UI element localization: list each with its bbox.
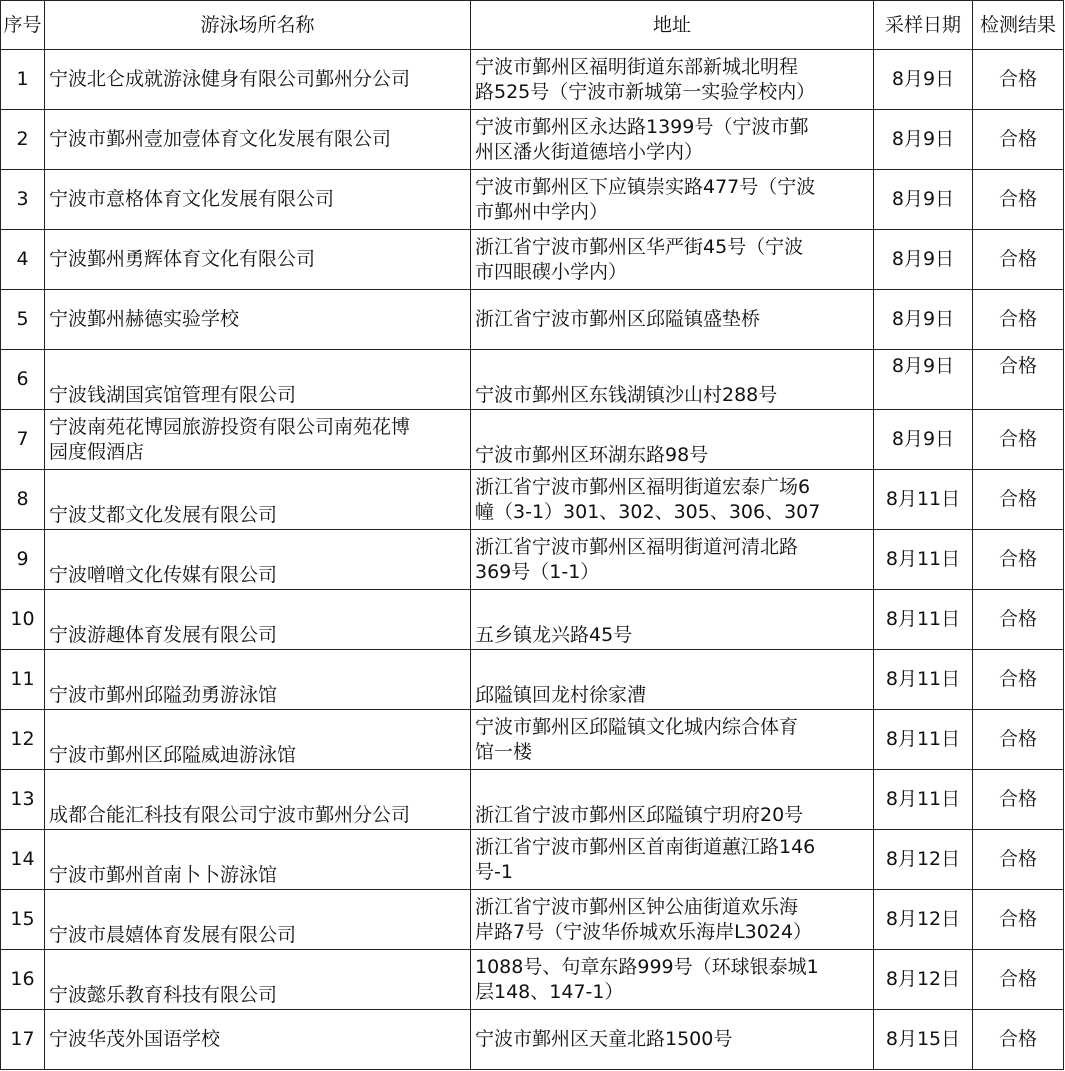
row-address: 浙江省宁波市鄞州区华严街45号（宁波 市四眼碶小学内） <box>471 230 874 290</box>
row-index: 13 <box>1 770 45 830</box>
row-date: 8月9日 <box>874 110 973 170</box>
row-name: 宁波市鄞州区邱隘威迪游泳馆 <box>45 710 471 770</box>
header-index: 序号 <box>1 1 45 50</box>
row-index: 14 <box>1 830 45 890</box>
row-index: 8 <box>1 470 45 530</box>
row-address: 宁波市鄞州区天童北路1500号 <box>471 1010 874 1070</box>
row-index: 11 <box>1 650 45 710</box>
row-date: 8月11日 <box>874 710 973 770</box>
row-result: 合格 <box>973 1010 1064 1070</box>
table-row <box>1 890 1064 950</box>
row-result: 合格 <box>973 890 1064 950</box>
table-row <box>1 770 1064 830</box>
row-address: 宁波市鄞州区下应镇崇实路477号（宁波 市鄞州中学内） <box>471 170 874 230</box>
row-address: 邱隘镇回龙村徐家漕 <box>471 650 874 710</box>
table-row <box>1 950 1064 1010</box>
row-address: 浙江省宁波市鄞州区首南街道蕙江路146 号-1 <box>471 830 874 890</box>
row-date: 8月11日 <box>874 470 973 530</box>
row-index: 6 <box>1 350 45 410</box>
row-name: 宁波懿乐教育科技有限公司 <box>45 950 471 1010</box>
row-name: 宁波市鄞州首南卜卜游泳馆 <box>45 830 471 890</box>
row-address: 宁波市鄞州区永达路1399号（宁波市鄞 州区潘火街道德培小学内） <box>471 110 874 170</box>
row-date: 8月9日 <box>874 230 973 290</box>
row-name: 宁波市晨嬉体育发展有限公司 <box>45 890 471 950</box>
row-name: 宁波北仑成就游泳健身有限公司鄞州分公司 <box>45 50 471 110</box>
row-date: 8月12日 <box>874 950 973 1010</box>
row-result: 合格 <box>973 410 1064 470</box>
table-row <box>1 530 1064 590</box>
table-row <box>1 170 1064 230</box>
row-index: 10 <box>1 590 45 650</box>
row-result: 合格 <box>973 230 1064 290</box>
row-address: 浙江省宁波市鄞州区福明街道河清北路 369号（1-1） <box>471 530 874 590</box>
row-result: 合格 <box>973 710 1064 770</box>
row-result: 合格 <box>973 170 1064 230</box>
row-result: 合格 <box>973 530 1064 590</box>
row-result: 合格 <box>973 770 1064 830</box>
row-name: 宁波市意格体育文化发展有限公司 <box>45 170 471 230</box>
row-address: 宁波市鄞州区东钱湖镇沙山村288号 <box>471 350 874 410</box>
row-address: 五乡镇龙兴路45号 <box>471 590 874 650</box>
row-name: 宁波鄞州勇辉体育文化有限公司 <box>45 230 471 290</box>
row-name: 宁波艾都文化发展有限公司 <box>45 470 471 530</box>
row-date: 8月12日 <box>874 890 973 950</box>
row-name: 宁波南苑花博园旅游投资有限公司南苑花博 园度假酒店 <box>45 410 471 470</box>
row-result: 合格 <box>973 110 1064 170</box>
table-row <box>1 590 1064 650</box>
row-result: 合格 <box>973 50 1064 110</box>
row-result: 合格 <box>973 830 1064 890</box>
row-date: 8月11日 <box>874 590 973 650</box>
row-address: 浙江省宁波市鄞州区钟公庙街道欢乐海 岸路7号（宁波华侨城欢乐海岸L3024） <box>471 890 874 950</box>
row-index: 1 <box>1 50 45 110</box>
row-name: 宁波市鄞州邱隘劲勇游泳馆 <box>45 650 471 710</box>
header-result: 检测结果 <box>973 1 1064 50</box>
row-date: 8月9日 <box>874 170 973 230</box>
row-index: 17 <box>1 1010 45 1070</box>
table-row <box>1 830 1064 890</box>
header-address: 地址 <box>471 1 874 50</box>
row-name: 宁波噌噌文化传媒有限公司 <box>45 530 471 590</box>
row-date: 8月9日 <box>874 290 973 350</box>
row-index: 2 <box>1 110 45 170</box>
row-address: 宁波市鄞州区环湖东路98号 <box>471 410 874 470</box>
row-result: 合格 <box>973 350 1064 410</box>
table-row <box>1 350 1064 410</box>
row-date: 8月11日 <box>874 770 973 830</box>
row-index: 16 <box>1 950 45 1010</box>
row-address: 宁波市鄞州区福明街道东部新城北明程 路525号（宁波市新城第一实验学校内） <box>471 50 874 110</box>
table-row <box>1 410 1064 470</box>
header-name: 游泳场所名称 <box>45 1 471 50</box>
row-address: 浙江省宁波市鄞州区邱隘镇盛垫桥 <box>471 290 874 350</box>
row-date: 8月11日 <box>874 530 973 590</box>
row-name: 宁波鄞州赫德实验学校 <box>45 290 471 350</box>
row-result: 合格 <box>973 590 1064 650</box>
row-date: 8月9日 <box>874 50 973 110</box>
row-address: 浙江省宁波市鄞州区福明街道宏泰广场6 幢（3-1）301、302、305、306、307 <box>471 470 874 530</box>
row-date: 8月11日 <box>874 650 973 710</box>
row-result: 合格 <box>973 950 1064 1010</box>
row-name: 宁波市鄞州壹加壹体育文化发展有限公司 <box>45 110 471 170</box>
row-index: 12 <box>1 710 45 770</box>
table-row <box>1 290 1064 350</box>
row-date: 8月15日 <box>874 1010 973 1070</box>
row-index: 4 <box>1 230 45 290</box>
row-date: 8月12日 <box>874 830 973 890</box>
row-index: 3 <box>1 170 45 230</box>
table-row <box>1 470 1064 530</box>
row-name: 宁波华茂外国语学校 <box>45 1010 471 1070</box>
row-name: 宁波钱湖国宾馆管理有限公司 <box>45 350 471 410</box>
row-name: 成都合能汇科技有限公司宁波市鄞州分公司 <box>45 770 471 830</box>
row-index: 7 <box>1 410 45 470</box>
table-header-row <box>1 1 1064 50</box>
row-address: 1088号、句章东路999号（环球银泰城1 层148、147-1） <box>471 950 874 1010</box>
table-row <box>1 1010 1064 1070</box>
row-address: 浙江省宁波市鄞州区邱隘镇宁玥府20号 <box>471 770 874 830</box>
row-index: 5 <box>1 290 45 350</box>
table-row <box>1 50 1064 110</box>
header-date: 采样日期 <box>874 1 973 50</box>
row-result: 合格 <box>973 290 1064 350</box>
row-index: 9 <box>1 530 45 590</box>
table-row <box>1 710 1064 770</box>
table-row <box>1 230 1064 290</box>
row-date: 8月9日 <box>874 410 973 470</box>
table-row <box>1 110 1064 170</box>
table-row <box>1 650 1064 710</box>
row-result: 合格 <box>973 650 1064 710</box>
row-index: 15 <box>1 890 45 950</box>
row-result: 合格 <box>973 470 1064 530</box>
row-date: 8月9日 <box>874 350 973 410</box>
row-name: 宁波游趣体育发展有限公司 <box>45 590 471 650</box>
row-address: 宁波市鄞州区邱隘镇文化城内综合体育 馆一楼 <box>471 710 874 770</box>
